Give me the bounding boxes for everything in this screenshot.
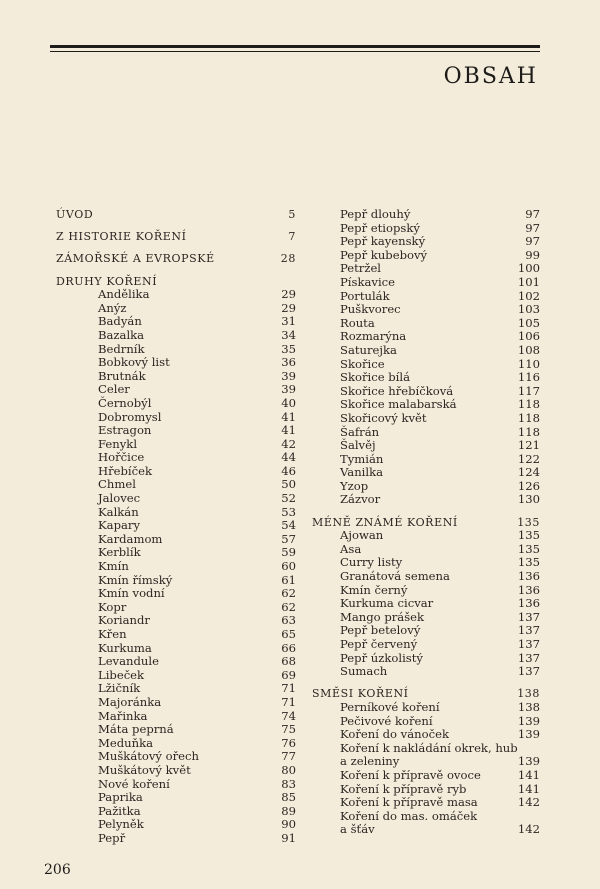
toc-entry-page: 7 — [288, 230, 296, 244]
toc-entry-title: Chmel — [98, 477, 136, 492]
toc-section-entry — [312, 516, 540, 530]
toc-entry-page: 74 — [281, 708, 296, 723]
toc-entry-page: 90 — [281, 817, 296, 832]
toc-entry-page: 36 — [281, 355, 296, 370]
toc-entry-page: 69 — [281, 667, 296, 682]
toc-entry-title: Rozmarýna — [340, 329, 407, 344]
toc-entry-title: Hřebíček — [98, 463, 153, 478]
toc-entry — [312, 249, 540, 263]
toc-entry-page: 83 — [281, 776, 296, 791]
toc-section-entry — [56, 230, 296, 244]
toc-entry-page: 41 — [281, 423, 296, 438]
toc-entry — [56, 710, 296, 724]
toc-entry-page: 71 — [281, 694, 296, 709]
toc-entry-title: Libeček — [98, 667, 145, 682]
toc-entry — [312, 262, 540, 276]
toc-entry — [312, 556, 540, 570]
toc-entry — [56, 587, 296, 601]
toc-entry-title: ÚVOD — [56, 208, 94, 221]
toc-entry-title: Šafrán — [340, 424, 380, 439]
toc-entry-title: MÉNĚ ZNÁMÉ KOŘENÍ — [312, 515, 458, 529]
toc-entry — [56, 682, 296, 696]
toc-entry-title: Puškvorec — [340, 302, 401, 317]
toc-entry-title: Badyán — [98, 314, 142, 329]
toc-entry-title: Hořčice — [98, 450, 145, 465]
toc-entry-title: SMĚSI KOŘENÍ — [312, 687, 409, 701]
toc-entry — [56, 737, 296, 751]
toc-entry-title: Lžičník — [98, 681, 141, 696]
toc-entry — [56, 370, 296, 384]
toc-entry — [312, 235, 540, 249]
toc-entry — [312, 344, 540, 358]
toc-entry-title: Nové koření — [98, 776, 170, 791]
toc-entry — [312, 529, 540, 543]
toc-section-entry — [56, 275, 296, 289]
toc-entry-page: 46 — [281, 463, 296, 478]
toc-entry — [312, 385, 540, 399]
toc-entry-page: 85 — [281, 790, 296, 805]
toc-entry — [312, 222, 540, 236]
toc-entry-title: Kerblík — [98, 545, 141, 560]
toc-entry — [56, 574, 296, 588]
toc-entry-title: Kalkán — [98, 504, 139, 519]
toc-entry — [312, 466, 540, 480]
toc-entry — [312, 701, 540, 715]
toc-entry — [56, 832, 296, 846]
toc-entry — [56, 601, 296, 615]
toc-entry-title: Koření k nakládání okrek, hub — [340, 740, 518, 755]
toc-entry-title: Vanilka — [340, 465, 384, 480]
toc-entry-page: 137 — [517, 664, 540, 679]
toc-entry-title: Muškátový ořech — [98, 749, 199, 764]
toc-entry-title: Bobkový list — [98, 355, 170, 370]
toc-entry-page: 141 — [517, 781, 540, 796]
toc-entry-page: 63 — [281, 613, 296, 628]
toc-entry-page: 65 — [281, 627, 296, 641]
toc-entry-title: Muškátový květ — [98, 762, 191, 777]
toc-entry-title: a zeleniny — [340, 754, 400, 769]
toc-entry — [312, 426, 540, 440]
toc-entry — [312, 755, 540, 769]
toc-entry-title: Skořicový květ — [340, 410, 427, 425]
toc-entry-title: Portulák — [340, 288, 390, 303]
toc-entry — [56, 533, 296, 547]
toc-section-entry — [56, 208, 296, 222]
toc-entry-page: 53 — [281, 504, 296, 519]
toc-entry — [56, 438, 296, 452]
toc-entry — [312, 715, 540, 729]
toc-entry-page: 137 — [517, 637, 540, 651]
toc-entry — [56, 411, 296, 425]
toc-entry-page: 139 — [517, 754, 540, 769]
toc-entry-title: Tymián — [340, 451, 384, 466]
toc-right-column — [312, 208, 540, 837]
toc-entry-page: 103 — [517, 302, 540, 317]
toc-section-entry — [312, 687, 540, 701]
toc-entry-title: Pepř betelový — [340, 623, 421, 638]
toc-entry-title: Sumach — [340, 664, 388, 679]
toc-entry-title: Koření k přípravě ryb — [340, 781, 467, 796]
toc-entry — [56, 451, 296, 465]
toc-entry-page: 66 — [281, 640, 296, 655]
toc-entry — [56, 506, 296, 520]
toc-entry-title: Koriandr — [98, 613, 150, 628]
toc-entry-title: Skořice hřebíčková — [340, 383, 454, 398]
toc-entry-page: 40 — [281, 395, 296, 410]
toc-entry — [56, 478, 296, 492]
toc-entry — [312, 480, 540, 494]
toc-entry-title: Perníkové koření — [340, 699, 440, 714]
toc-entry-page: 124 — [517, 465, 540, 480]
toc-entry — [56, 465, 296, 479]
toc-entry — [312, 665, 540, 679]
toc-entry-title: Koření k přípravě masa — [340, 795, 478, 810]
toc-entry-page: 121 — [517, 438, 540, 453]
toc-entry-page: 135 — [517, 555, 540, 570]
toc-entry-page: 71 — [281, 681, 296, 696]
toc-entry-page: 76 — [281, 735, 296, 750]
toc-entry-title: Máta peprná — [98, 722, 174, 737]
toc-entry-page: 42 — [281, 436, 296, 451]
toc-entry-page: 105 — [517, 315, 540, 330]
toc-entry-page: 91 — [281, 830, 296, 845]
toc-entry-page: 34 — [281, 327, 296, 342]
toc-entry-title: ZÁMOŘSKÉ A EVROPSKÉ — [56, 252, 215, 266]
toc-entry — [312, 783, 540, 797]
toc-entry — [312, 810, 540, 824]
toc-entry — [56, 315, 296, 329]
toc-entry-title: Pískavice — [340, 274, 396, 289]
toc-entry — [312, 769, 540, 783]
toc-entry-page: 77 — [281, 749, 296, 764]
toc-entry-title: Pepř úzkolistý — [340, 650, 423, 665]
toc-entry-page: 139 — [517, 727, 540, 742]
toc-entry-page: 41 — [281, 409, 296, 424]
header-rule-thin — [50, 51, 540, 52]
toc-entry-title: Koření do mas. omáček — [340, 808, 478, 823]
toc-entry — [312, 597, 540, 611]
toc-entry-title: Anýz — [98, 300, 127, 315]
toc-entry — [56, 560, 296, 574]
toc-entry-page: 59 — [281, 545, 296, 560]
toc-entry-title: Kapary — [98, 518, 140, 533]
toc-entry-title: Pepř červený — [340, 637, 418, 651]
toc-entry — [56, 655, 296, 669]
toc-entry-page: 39 — [281, 382, 296, 397]
toc-entry-title: Pepř — [98, 830, 126, 845]
toc-entry — [312, 303, 540, 317]
toc-entry-page: 141 — [517, 767, 540, 782]
toc-entry-title: Bedrník — [98, 341, 145, 356]
toc-entry-page: 50 — [281, 477, 296, 492]
toc-entry-title: Curry listy — [340, 555, 403, 570]
toc-entry-page: 142 — [517, 795, 540, 810]
toc-entry-title: Brutnák — [98, 368, 146, 383]
section-gap — [56, 266, 296, 275]
toc-entry — [56, 723, 296, 737]
toc-entry — [56, 302, 296, 316]
toc-entry-page: 54 — [281, 518, 296, 533]
toc-entry — [312, 330, 540, 344]
toc-entry — [56, 805, 296, 819]
toc-entry-title: Asa — [340, 541, 362, 556]
toc-entry-page: 126 — [517, 478, 540, 493]
toc-entry-page: 108 — [517, 342, 540, 357]
toc-entry — [312, 439, 540, 453]
toc-entry-title: Kurkuma cicvar — [340, 596, 434, 611]
toc-entry — [312, 493, 540, 507]
toc-entry — [56, 614, 296, 628]
toc-entry-title: Saturejka — [340, 342, 397, 357]
toc-entry — [56, 288, 296, 302]
toc-entry-page: 117 — [517, 383, 540, 398]
toc-entry-title: Levandule — [98, 654, 159, 669]
toc-entry-title: Pelyněk — [98, 817, 144, 832]
toc-entry — [312, 652, 540, 666]
toc-entry-title: Kmín černý — [340, 582, 408, 597]
toc-entry-page: 138 — [517, 699, 540, 714]
toc-entry — [312, 796, 540, 810]
toc-entry-page: 102 — [517, 288, 540, 303]
toc-entry — [312, 543, 540, 557]
toc-entry-page: 31 — [281, 314, 296, 329]
toc-entry-title: Meduňka — [98, 735, 154, 750]
toc-entry-page: 39 — [281, 368, 296, 383]
toc-entry-title: Pepř kayenský — [340, 234, 426, 249]
toc-entry-title: Bazalka — [98, 327, 145, 342]
toc-entry-page: 118 — [517, 397, 540, 412]
toc-entry-page: 61 — [281, 572, 296, 587]
toc-entry — [56, 642, 296, 656]
toc-entry-title: Fenykl — [98, 436, 138, 451]
toc-entry-title: Šalvěj — [340, 438, 376, 453]
toc-entry — [56, 791, 296, 805]
toc-section-entry — [56, 252, 296, 266]
toc-entry-page: 29 — [281, 287, 296, 302]
toc-entry — [312, 624, 540, 638]
toc-entry — [56, 519, 296, 533]
toc-entry — [312, 823, 540, 837]
toc-entry-title: Ajowan — [340, 528, 384, 543]
toc-entry-page: 130 — [517, 492, 540, 507]
toc-entry-page: 62 — [281, 586, 296, 601]
toc-entry-title: Paprika — [98, 790, 143, 805]
toc-entry-title: Mango prášek — [340, 609, 425, 624]
toc-entry — [56, 750, 296, 764]
toc-entry-page: 138 — [517, 687, 540, 701]
toc-entry-title: Mařinka — [98, 708, 148, 723]
toc-entry — [312, 398, 540, 412]
toc-entry — [56, 696, 296, 710]
toc-entry-page: 99 — [525, 247, 540, 262]
toc-entry-page: 97 — [525, 207, 540, 221]
toc-entry-page: 142 — [517, 822, 540, 837]
toc-entry-title: Pepř kubebový — [340, 247, 428, 262]
toc-entry-title: Andělika — [98, 287, 150, 302]
toc-entry-page: 136 — [517, 569, 540, 584]
toc-entry-title: Routa — [340, 315, 375, 330]
toc-entry-page: 5 — [288, 208, 296, 221]
toc-entry — [56, 343, 296, 357]
toc-entry-page: 44 — [281, 450, 296, 465]
toc-entry-page: 137 — [517, 650, 540, 665]
toc-entry-title: Jalovec — [98, 491, 141, 506]
toc-entry-title: Granátová semena — [340, 569, 450, 584]
toc-entry — [312, 276, 540, 290]
toc-entry — [56, 492, 296, 506]
toc-entry — [312, 611, 540, 625]
toc-entry-title: Estragon — [98, 423, 152, 438]
toc-entry — [312, 570, 540, 584]
toc-entry-page: 101 — [517, 274, 540, 289]
toc-entry-page: 135 — [517, 528, 540, 543]
toc-entry-title: Skořice bílá — [340, 370, 410, 385]
toc-entry-title: Pepř dlouhý — [340, 207, 411, 221]
toc-entry — [56, 383, 296, 397]
toc-entry-page: 135 — [517, 541, 540, 556]
toc-entry-page: 116 — [517, 370, 540, 385]
toc-entry-page: 136 — [517, 596, 540, 611]
toc-entry-title: Kmín římský — [98, 572, 173, 587]
toc-entry — [56, 669, 296, 683]
toc-entry — [56, 546, 296, 560]
toc-entry — [312, 208, 540, 222]
toc-entry-page: 139 — [517, 713, 540, 728]
toc-entry-title: Kurkuma — [98, 640, 152, 655]
toc-entry-page: 62 — [281, 599, 296, 614]
toc-entry-title: Kardamom — [98, 531, 163, 546]
toc-entry-page: 75 — [281, 722, 296, 737]
toc-entry — [312, 742, 540, 756]
toc-entry-page: 52 — [281, 491, 296, 506]
toc-entry-page: 29 — [281, 300, 296, 315]
toc-entry-page: 80 — [281, 762, 296, 777]
toc-entry — [56, 818, 296, 832]
page-title: OBSAH — [443, 64, 538, 89]
toc-entry-title: Skořice — [340, 356, 385, 371]
toc-entry-title: Zázvor — [340, 492, 381, 507]
toc-entry-title: Pažitka — [98, 803, 141, 818]
toc-entry-page: 118 — [517, 410, 540, 425]
toc-entry-page: 118 — [517, 424, 540, 439]
toc-entry-page: 89 — [281, 803, 296, 818]
toc-entry-page: 60 — [281, 559, 296, 574]
toc-entry-title: Yzop — [340, 478, 369, 493]
toc-entry-page: 100 — [517, 261, 540, 276]
toc-entry-title: Petržel — [340, 261, 382, 276]
toc-entry — [312, 453, 540, 467]
toc-entry-title: Celer — [98, 382, 130, 397]
toc-entry-title: Dobromysl — [98, 409, 162, 424]
toc-entry-page: 35 — [281, 341, 296, 356]
toc-entry — [312, 317, 540, 331]
toc-entry — [56, 778, 296, 792]
toc-entry-title: Skořice malabarská — [340, 397, 457, 412]
toc-left-column — [56, 208, 296, 846]
toc-entry — [312, 358, 540, 372]
toc-entry-title: Kmín — [98, 559, 129, 574]
toc-entry-title: Černobýl — [98, 395, 152, 410]
toc-entry-page: 137 — [517, 609, 540, 624]
toc-entry — [312, 638, 540, 652]
toc-entry-title: DRUHY KOŘENÍ — [56, 274, 158, 288]
toc-entry — [312, 412, 540, 426]
toc-entry-title: Koření do vánoček — [340, 727, 449, 742]
toc-entry — [56, 424, 296, 438]
toc-entry — [312, 728, 540, 742]
toc-entry-page: 137 — [517, 623, 540, 638]
toc-entry-page: 28 — [280, 252, 296, 266]
toc-entry — [56, 628, 296, 642]
toc-entry-title: Majoránka — [98, 694, 162, 709]
toc-entry-title: Pepř etiopský — [340, 220, 420, 235]
toc-entry-title: a šťáv — [340, 822, 375, 837]
toc-entry-title: Kmín vodní — [98, 586, 165, 601]
toc-entry-title: Koření k přípravě ovoce — [340, 767, 481, 782]
toc-entry-page: 97 — [525, 234, 540, 249]
toc-entry-page: 122 — [517, 451, 540, 466]
toc-entry-page: 110 — [517, 356, 540, 371]
toc-entry-page: 68 — [281, 654, 296, 669]
toc-entry — [56, 397, 296, 411]
toc-entry — [312, 371, 540, 385]
toc-entry-page: 136 — [517, 582, 540, 597]
toc-entry-page: 135 — [517, 515, 540, 529]
toc-entry-page: 57 — [281, 531, 296, 546]
header-rule-thick — [50, 45, 540, 48]
toc-entry — [56, 329, 296, 343]
toc-entry-title: Křen — [98, 627, 127, 641]
toc-entry-page: 106 — [517, 329, 540, 344]
toc-entry-page: 97 — [525, 220, 540, 235]
section-gap — [312, 507, 540, 516]
toc-entry — [56, 764, 296, 778]
toc-entry-title: Kopr — [98, 599, 127, 614]
toc-entry-title: Z HISTORIE KOŘENÍ — [56, 230, 187, 244]
toc-entry — [312, 290, 540, 304]
page-number: 206 — [44, 862, 71, 878]
section-gap — [56, 222, 296, 231]
toc-entry-title: Pečivové koření — [340, 713, 433, 728]
toc-entry — [56, 356, 296, 370]
toc-entry — [312, 584, 540, 598]
